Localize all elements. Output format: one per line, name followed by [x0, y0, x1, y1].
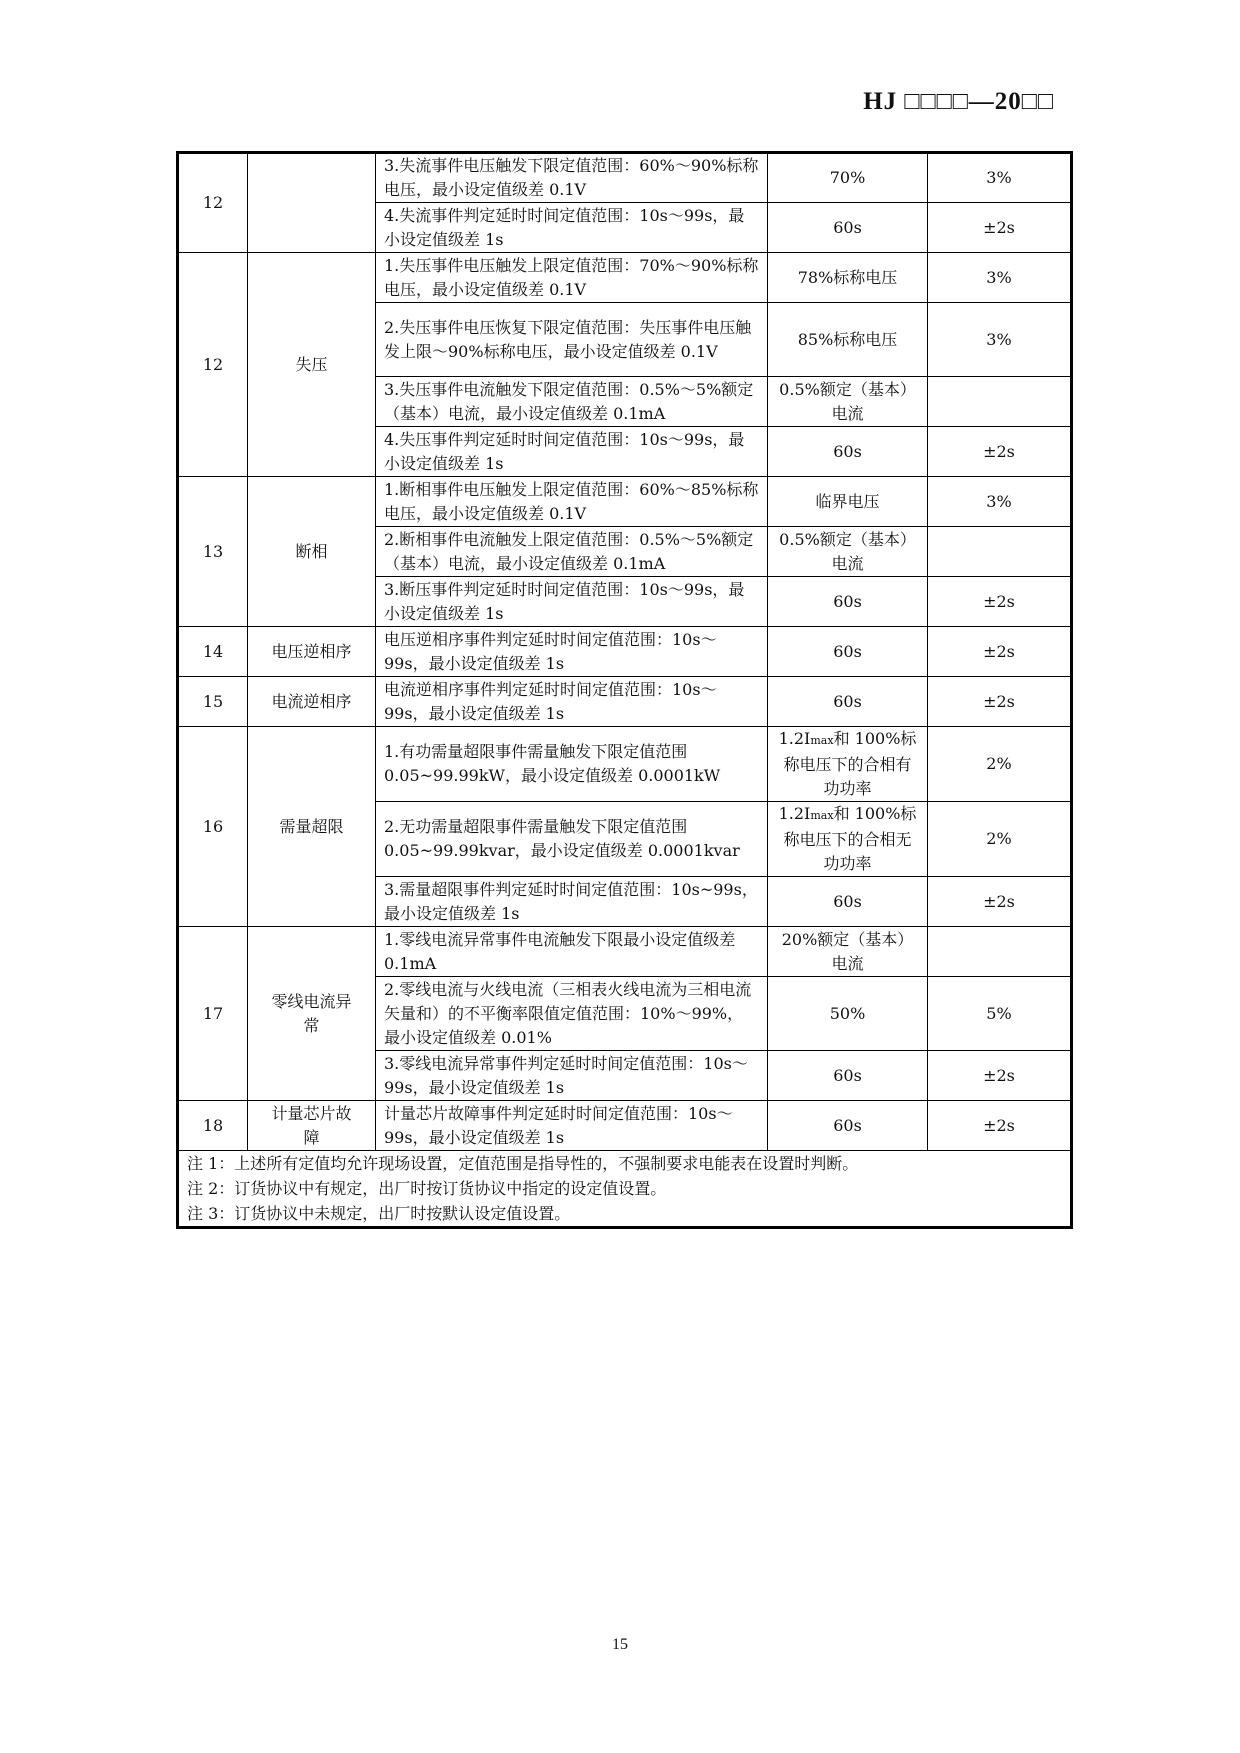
event-parameter-table: [176, 151, 1073, 1229]
item-description-cell: 1.零线电流异常事件电流触发下限最小设定值级差 0.1mA: [376, 927, 768, 977]
default-value-prefix: 1.2I: [778, 804, 811, 823]
item-description-cell: 3.需量超限事件判定延时时间定值范围：10s~99s，最小设定值级差 1s: [376, 877, 768, 927]
item-description-cell: 3.失流事件电压触发下限定值范围：60%～90%标称电压，最小设定值级差 0.1V: [376, 153, 768, 203]
item-name-cell: 断相: [248, 477, 376, 627]
tolerance-cell: 2%: [928, 802, 1072, 877]
tolerance-cell: 2%: [928, 727, 1072, 802]
item-description-cell: 计量芯片故障事件判定延时时间定值范围：10s～99s，最小设定值级差 1s: [376, 1101, 768, 1151]
item-description-cell: 4.失压事件判定延时时间定值范围：10s～99s，最小设定值级差 1s: [376, 427, 768, 477]
default-value-cell: [768, 802, 928, 877]
item-name-cell: 失压: [248, 253, 376, 477]
tolerance-cell: 5%: [928, 977, 1072, 1051]
default-value-cell: 50%: [768, 977, 928, 1051]
table-row: [178, 1101, 1072, 1151]
tolerance-cell: ±2s: [928, 1101, 1072, 1151]
table-row: [178, 153, 1072, 203]
item-number-cell: 18: [178, 1101, 248, 1151]
item-number-cell: 15: [178, 677, 248, 727]
tolerance-cell: ±2s: [928, 877, 1072, 927]
table-row: [178, 727, 1072, 802]
default-value-prefix: 1.2I: [778, 729, 811, 748]
default-value-cell: 60s: [768, 677, 928, 727]
tolerance-cell: ±2s: [928, 1051, 1072, 1101]
default-value-cell: 0.5%额定（基本）电流: [768, 527, 928, 577]
note-1: 注 1：上述所有定值均允许现场设置，定值范围是指导性的，不强制要求电能表在设置时判断。: [187, 1154, 859, 1173]
item-description-cell: 3.断压事件判定延时时间定值范围：10s～99s，最小设定值级差 1s: [376, 577, 768, 627]
item-number-cell: 14: [178, 627, 248, 677]
tolerance-cell: [928, 377, 1072, 427]
item-description-cell: 1.断相事件电压触发上限定值范围：60%～85%标称电压，最小设定值级差 0.1V: [376, 477, 768, 527]
item-description-cell: 2.无功需量超限事件需量触发下限定值范围 0.05~99.99kvar，最小设定值级差 0.0001kvar: [376, 802, 768, 877]
table-row: [178, 253, 1072, 303]
note-2: 注 2：订货协议中有规定，出厂时按订货协议中指定的设定值设置。: [187, 1179, 667, 1198]
default-value-cell: 0.5%额定（基本）电流: [768, 377, 928, 427]
item-number-cell: 16: [178, 727, 248, 927]
tolerance-cell: [928, 527, 1072, 577]
default-value-cell: 60s: [768, 877, 928, 927]
item-name-cell: 电流逆相序: [248, 677, 376, 727]
tolerance-cell: 3%: [928, 303, 1072, 377]
default-value-cell: 60s: [768, 627, 928, 677]
default-value-cell: 78%标称电压: [768, 253, 928, 303]
tolerance-cell: ±2s: [928, 427, 1072, 477]
default-value-cell: 70%: [768, 153, 928, 203]
item-description-cell: 1.失压事件电压触发上限定值范围：70%～90%标称电压，最小设定值级差 0.1V: [376, 253, 768, 303]
note-3: 注 3：订货协议中未规定，出厂时按默认设定值设置。: [187, 1204, 571, 1223]
table-row: [178, 477, 1072, 527]
item-description-cell: 1.有功需量超限事件需量触发下限定值范围 0.05~99.99kW，最小设定值级差 0.0001kW: [376, 727, 768, 802]
default-value-cell: 20%额定（基本）电流: [768, 927, 928, 977]
table-notes: [178, 1151, 1072, 1228]
default-value-subscript: max: [810, 809, 834, 822]
item-name-cell: 需量超限: [248, 727, 376, 927]
default-value-cell: [768, 727, 928, 802]
item-number-cell: 12: [178, 153, 248, 253]
item-description-cell: 2.断相事件电流触发上限定值范围：0.5%～5%额定（基本）电流，最小设定值级差 0.1mA: [376, 527, 768, 577]
tolerance-cell: [928, 927, 1072, 977]
item-description-cell: 2.失压事件电压恢复下限定值范围：失压事件电压触发上限～90%标称电压，最小设定值级差 0.1V: [376, 303, 768, 377]
tolerance-cell: 3%: [928, 153, 1072, 203]
default-value-cell: 60s: [768, 577, 928, 627]
default-value-cell: 60s: [768, 1051, 928, 1101]
tolerance-cell: 3%: [928, 477, 1072, 527]
default-value-cell: 60s: [768, 203, 928, 253]
item-description-cell: 3.失压事件电流触发下限定值范围：0.5%～5%额定（基本）电流，最小设定值级差 0.1mA: [376, 377, 768, 427]
item-description-cell: 2.零线电流与火线电流（三相表火线电流为三相电流矢量和）的不平衡率限值定值范围：10%～99%，最小设定值级差 0.01%: [376, 977, 768, 1051]
tolerance-cell: 3%: [928, 253, 1072, 303]
item-description-cell: 3.零线电流异常事件判定延时时间定值范围：10s～99s，最小设定值级差 1s: [376, 1051, 768, 1101]
item-name-cell: 零线电流异常: [248, 927, 376, 1101]
item-description-cell: 电压逆相序事件判定延时时间定值范围：10s～99s，最小设定值级差 1s: [376, 627, 768, 677]
tolerance-cell: ±2s: [928, 627, 1072, 677]
tolerance-cell: ±2s: [928, 577, 1072, 627]
item-name-cell: 电压逆相序: [248, 627, 376, 677]
item-number-cell: 17: [178, 927, 248, 1101]
item-description-cell: 4.失流事件判定延时时间定值范围：10s～99s，最小设定值级差 1s: [376, 203, 768, 253]
table-row: [178, 927, 1072, 977]
default-value-cell: 60s: [768, 427, 928, 477]
item-name-cell: 计量芯片故障: [248, 1101, 376, 1151]
notes-row: [178, 1151, 1072, 1228]
table-row: [178, 627, 1072, 677]
table-row: [178, 677, 1072, 727]
default-value-cell: 85%标称电压: [768, 303, 928, 377]
tolerance-cell: ±2s: [928, 677, 1072, 727]
default-value-suffix: 和 100%标称电压下的合相有功功率: [783, 729, 917, 798]
document-code-header: HJ □□□□—20□□: [863, 88, 1054, 115]
page-number: 15: [612, 1636, 628, 1653]
default-value-suffix: 和 100%标称电压下的合相无功功率: [783, 804, 917, 873]
item-number-cell: 13: [178, 477, 248, 627]
item-description-cell: 电流逆相序事件判定延时时间定值范围：10s～99s，最小设定值级差 1s: [376, 677, 768, 727]
item-number-cell: 12: [178, 253, 248, 477]
default-value-subscript: max: [810, 734, 834, 747]
default-value-cell: 60s: [768, 1101, 928, 1151]
default-value-cell: 临界电压: [768, 477, 928, 527]
tolerance-cell: ±2s: [928, 203, 1072, 253]
item-name-cell: [248, 153, 376, 253]
